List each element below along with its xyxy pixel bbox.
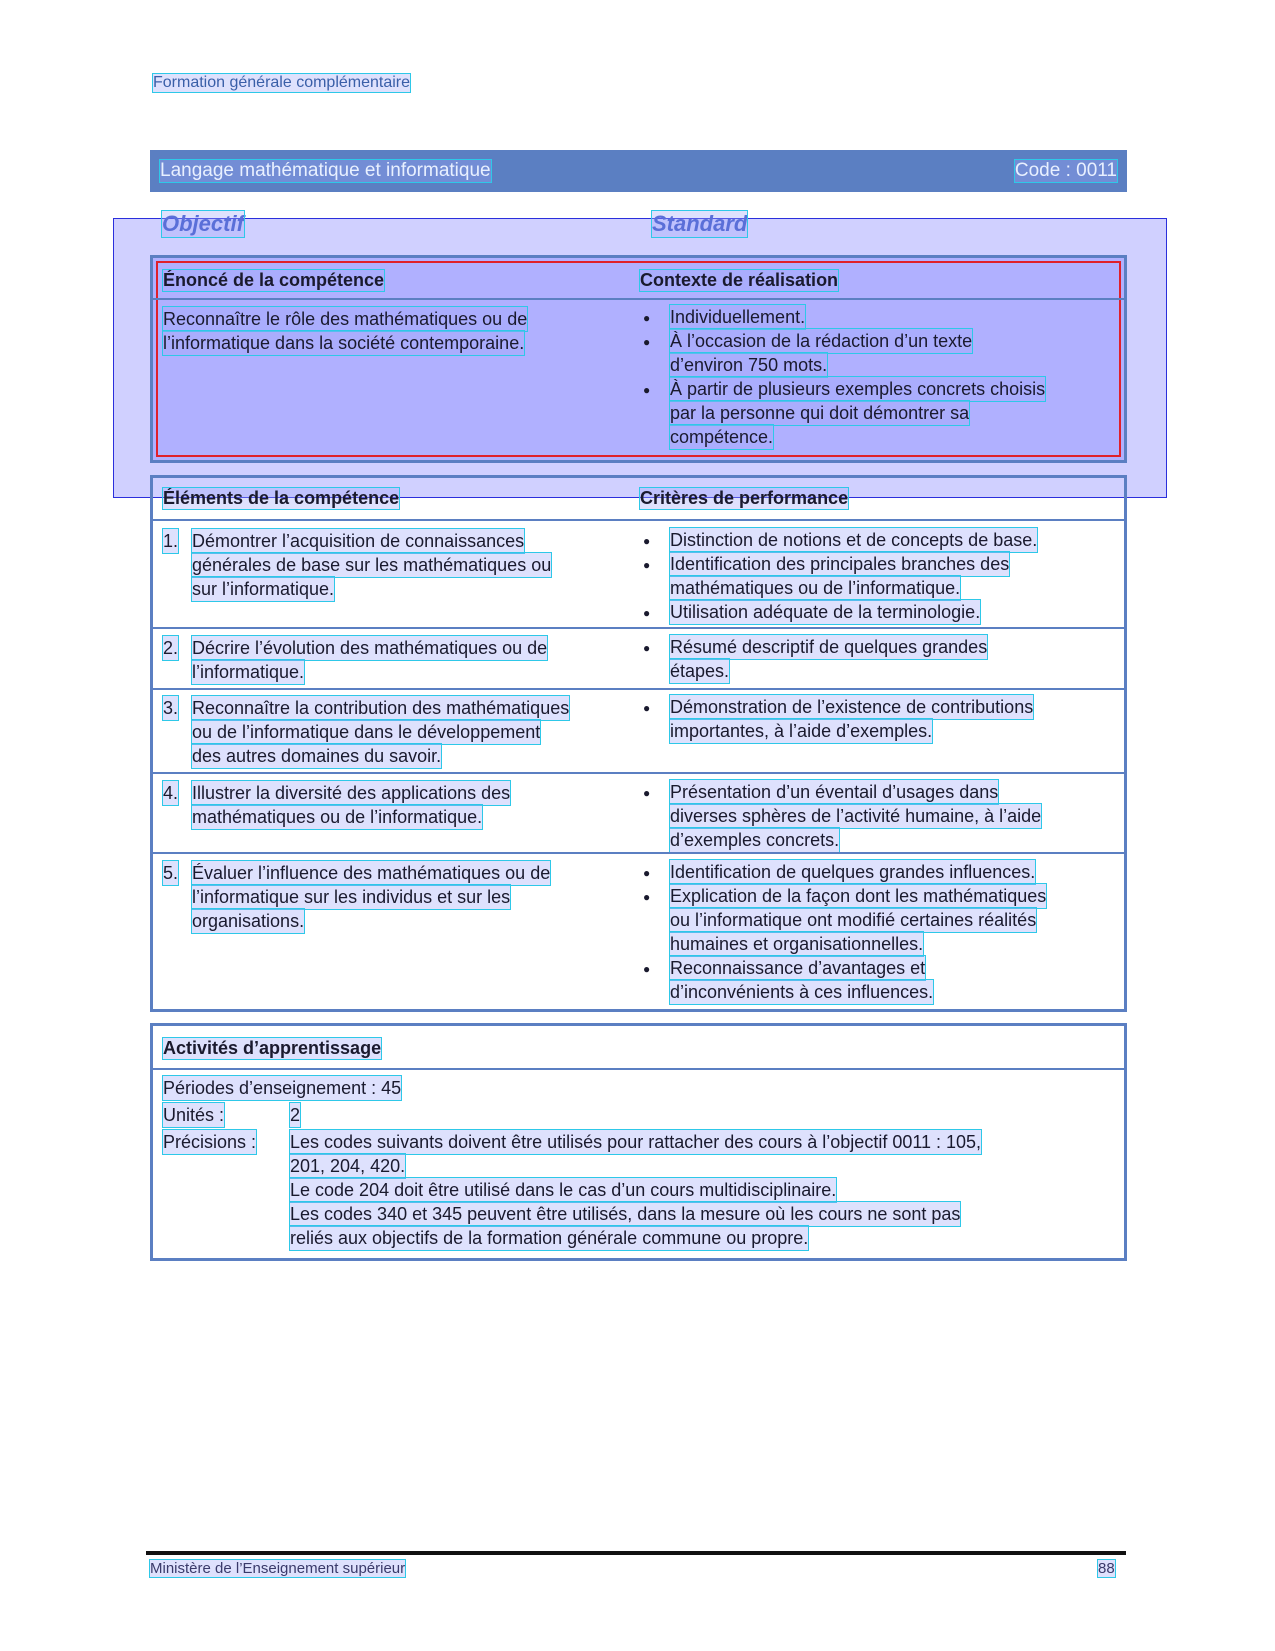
critere-line: diverses sphères de l’activité humaine, à l’aide [670,806,1042,826]
precisions-line: Les codes 340 et 345 peuvent être utilisés, dans la mesure où les cours ne sont pas [290,1204,961,1224]
standard-label: Standard [652,211,748,236]
objectif-label: Objectif [162,211,244,236]
footer-rule [146,1551,1126,1555]
course-code: Code : 0011 [1014,160,1117,181]
critere-line: d’exemples concrets. [670,830,840,850]
precisions-line: 201, 204, 420. [290,1156,406,1176]
element-line: Illustrer la diversité des applications des [192,783,511,803]
row-divider [153,852,1124,854]
element-number: 1. [163,531,179,551]
bullet-icon: ● [643,962,651,976]
element-number: 3. [163,698,179,718]
critere-line: étapes. [670,661,730,681]
critere-line: Démonstration de l’existence de contributions [670,697,1034,717]
element-number: 2. [163,638,179,658]
critere-line: Identification de quelques grandes influences. [670,862,1036,882]
activites-divider [153,1068,1124,1070]
document-header-label: Formation générale complémentaire [153,74,411,91]
enonce-box [150,255,1127,463]
footer-page-number: 88 [1098,1560,1115,1577]
footer-ministry: Ministère de l’Enseignement supérieur [150,1560,406,1577]
unites-value: 2 [290,1105,301,1125]
contexte-item: À partir de plusieurs exemples concrets choisis [670,379,1046,399]
enonce-line: Reconnaître le rôle des mathématiques ou de [163,309,528,329]
enonce-line: l’informatique dans la société contemporaine. [163,333,525,353]
enonce-divider [153,298,1124,300]
element-number: 5. [163,863,179,883]
critere-line: d’inconvénients à ces influences. [670,982,934,1002]
critere-line: importantes, à l’aide d’exemples. [670,721,933,741]
criteres-header: Critères de performance [640,488,849,508]
bullet-icon: ● [643,534,651,548]
title-bar [150,150,1127,192]
critere-line: Distinction de notions et de concepts de base. [670,530,1038,550]
course-title: Langage mathématique et informatique [160,160,491,181]
bullet-icon: ● [643,786,651,800]
critere-line: humaines et organisationnelles. [670,934,924,954]
element-line: sur l’informatique. [192,579,335,599]
critere-line: Résumé descriptif de quelques grandes [670,637,988,657]
bullet-icon: ● [643,641,651,655]
contexte-item: Individuellement. [670,307,806,327]
elements-divider [153,519,1124,521]
critere-line: mathématiques ou de l’informatique. [670,578,961,598]
element-line: ou de l’informatique dans le développement [192,722,541,742]
row-divider [153,772,1124,774]
critere-line: ou l’informatique ont modifié certaines réalités [670,910,1037,930]
bullet-icon: ● [643,606,651,620]
contexte-item: À l’occasion de la rédaction d’un texte [670,331,973,351]
contexte-item: d’environ 750 mots. [670,355,828,375]
row-divider [153,627,1124,629]
critere-line: Utilisation adéquate de la terminologie. [670,602,981,622]
bullet-icon: ● [643,311,651,325]
precisions-line: Les codes suivants doivent être utilisés pour rattacher des cours à l’objectif 0011 : 105, [290,1132,982,1152]
element-line: Démontrer l’acquisition de connaissances [192,531,525,551]
element-line: organisations. [192,911,305,931]
critere-line: Présentation d’un éventail d’usages dans [670,782,999,802]
elements-box [150,475,1127,1012]
element-line: Reconnaître la contribution des mathématiques [192,698,570,718]
precisions-line: reliés aux objectifs de la formation générale commune ou propre. [290,1228,809,1248]
element-number: 4. [163,783,179,803]
bullet-icon: ● [643,335,651,349]
element-line: Décrire l’évolution des mathématiques ou de [192,638,548,658]
element-line: l’informatique sur les individus et sur les [192,887,511,907]
element-line: l’informatique. [192,662,305,682]
contexte-header: Contexte de réalisation [640,270,839,290]
critere-line: Reconnaissance d’avantages et [670,958,926,978]
critere-line: Explication de la façon dont les mathématiques [670,886,1047,906]
bullet-icon: ● [643,383,651,397]
activites-box [150,1023,1127,1261]
bullet-icon: ● [643,701,651,715]
elements-header: Éléments de la compétence [163,488,400,508]
element-line: Évaluer l’influence des mathématiques ou de [192,863,551,883]
element-line: des autres domaines du savoir. [192,746,442,766]
contexte-item: par la personne qui doit démontrer sa [670,403,970,423]
bullet-icon: ● [643,866,651,880]
contexte-item: compétence. [670,427,774,447]
element-line: générales de base sur les mathématiques ou [192,555,552,575]
critere-line: Identification des principales branches des [670,554,1010,574]
element-line: mathématiques ou de l’informatique. [192,807,483,827]
bullet-icon: ● [643,558,651,572]
row-divider [153,688,1124,690]
bullet-icon: ● [643,890,651,904]
unites-label: Unités : [163,1105,225,1125]
enonce-header: Énoncé de la compétence [163,270,385,290]
precisions-label: Précisions : [163,1132,257,1152]
periodes-line: Périodes d’enseignement : 45 [163,1078,402,1098]
activites-header: Activités d’apprentissage [163,1038,382,1058]
precisions-line: Le code 204 doit être utilisé dans le cas d’un cours multidisciplinaire. [290,1180,837,1200]
